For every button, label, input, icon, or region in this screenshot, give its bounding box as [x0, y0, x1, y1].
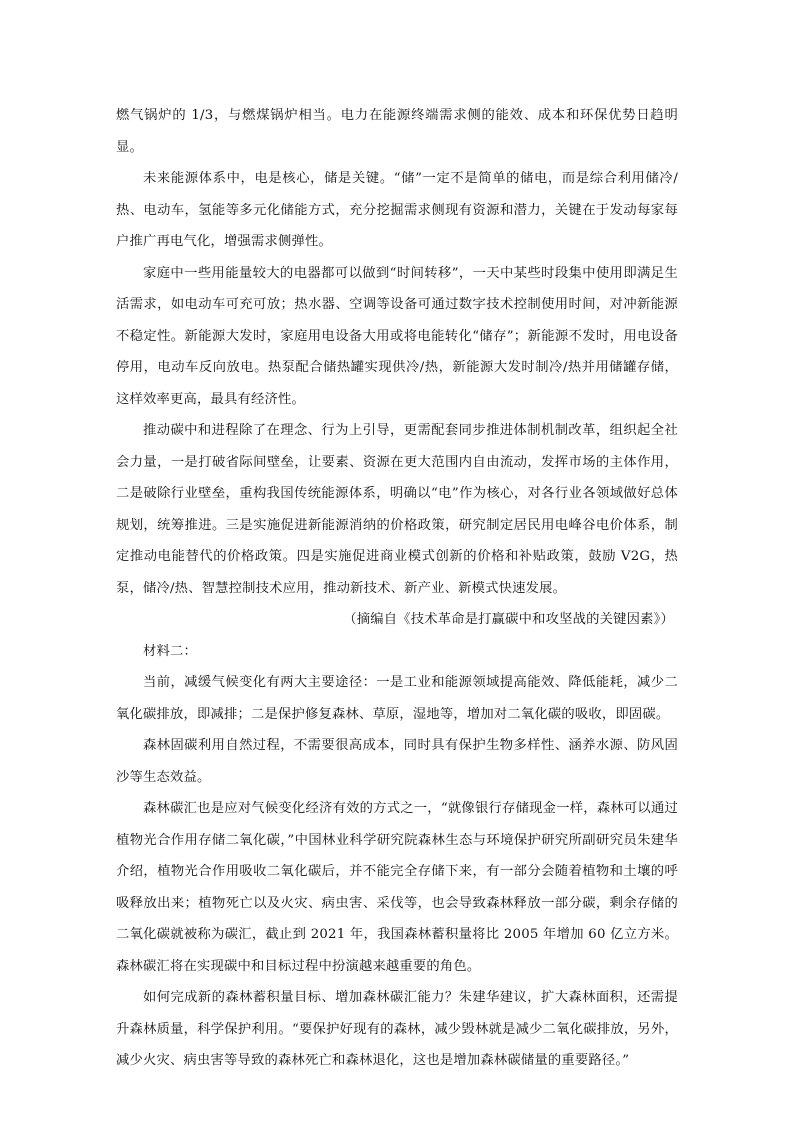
paragraph-energy-system: 未来能源体系中，电是核心，储是关键。“储”一定不是简单的储电，而是综合利用储冷/热、电动车，氢能等多元化储能方式，充分挖掘需求侧现有资源和潜力，关键在于发动每家每户推广再电气化，增强需求侧弹性。 [116, 171, 678, 249]
paragraph-forest-carbon-sink: 森林碳汇也是应对气候变化经济有效的方式之一，“就像银行存储现金一样，森林可以通过植物光合作用存储二氧化碳，”中国林业科学研究院森林生态与环境保护研究所副研究员朱建华介绍，植物光合作用吸收二氧化碳后，并不能完全存储下来，有一部分会随着植物和土壤的呼吸释放出来；植物死亡以及火灾、病虫害、采伐等，也会导致森林释放一部分碳，剩余存储的二氧化碳就被称为碳汇，截止到 2021 年，我国森林蓄积量将比 2005 年增加 60 亿立方米。森林碳汇将在实现碳中和目标过程中扮演越来越重要的角色。 [116, 801, 678, 974]
paragraph-continuation: 燃气锅炉的 1/3，与燃煤锅炉相当。电力在能源终端需求侧的能效、成本和环保优势日趋明显。 [116, 108, 678, 155]
source-citation: （摘编自《技术革命是打赢碳中和攻坚战的关键因素》） [343, 612, 674, 627]
material-two-heading: 材料二： [143, 643, 197, 659]
paragraph-institutional-reform: 推动碳中和进程除了在理念、行为上引导，更需配套同步推进体制机制改革，组织起全社会力量，一是打破省际间壁垒，让要素、资源在更大范围内自由流动，发挥市场的主体作用，二是破除行业壁垒，重构我国传统能源体系，明确以“电”作为核心，对各行业各领域做好总体规划，统筹推进。三是实施促进新能源消纳的价格政策，研究制定居民用电峰谷电价体系，制定推动电能替代的价格政策。四是实施促进商业模式创新的价格和补贴政策，鼓励 V2G，热泵，储冷/热、智慧控制技术应用，推动新技术、新产业、新模式快速发展。 [116, 423, 678, 596]
document-page [116, 100, 678, 1077]
paragraph-forest-stock-goal: 如何完成新的森林蓄积量目标、增加森林碳汇能力？朱建华建议，扩大森林面积，还需提升森林质量，科学保护利用。“要保护好现有的森林，减少毁林就是减少二氧化碳排放，另外，减少火灾、病虫害等导致的森林死亡和森林退化，这也是增加森林碳储量的重要路径。” [116, 990, 678, 1068]
paragraph-household-appliances: 家庭中一些用能量较大的电器都可以做到“时间转移”，一天中某些时段集中使用即满足生活需求，如电动车可充可放；热水器、空调等设备可通过数字技术控制使用时间，对冲新能源不稳定性。新能源大发时，家庭用电设备大用或将电能转化“储存”；新能源不发时，用电设备停用，电动车反向放电。热泵配合储热罐实现供冷/热，新能源大发时制冷/热并用储罐存储，这样效率更高，最具有经济性。 [116, 265, 678, 407]
paragraph-forest-carbon-fixation: 森林固碳利用自然过程，不需要很高成本，同时具有保护生物多样性、涵养水源、防风固沙等生态效益。 [116, 738, 678, 785]
paragraph-climate-paths: 当前，减缓气候变化有两大主要途径：一是工业和能源领域提高能效、降低能耗，减少二氧化碳排放，即减排；二是保护修复森林、草原，湿地等，增加对二氧化碳的吸收，即固碳。 [116, 675, 678, 722]
